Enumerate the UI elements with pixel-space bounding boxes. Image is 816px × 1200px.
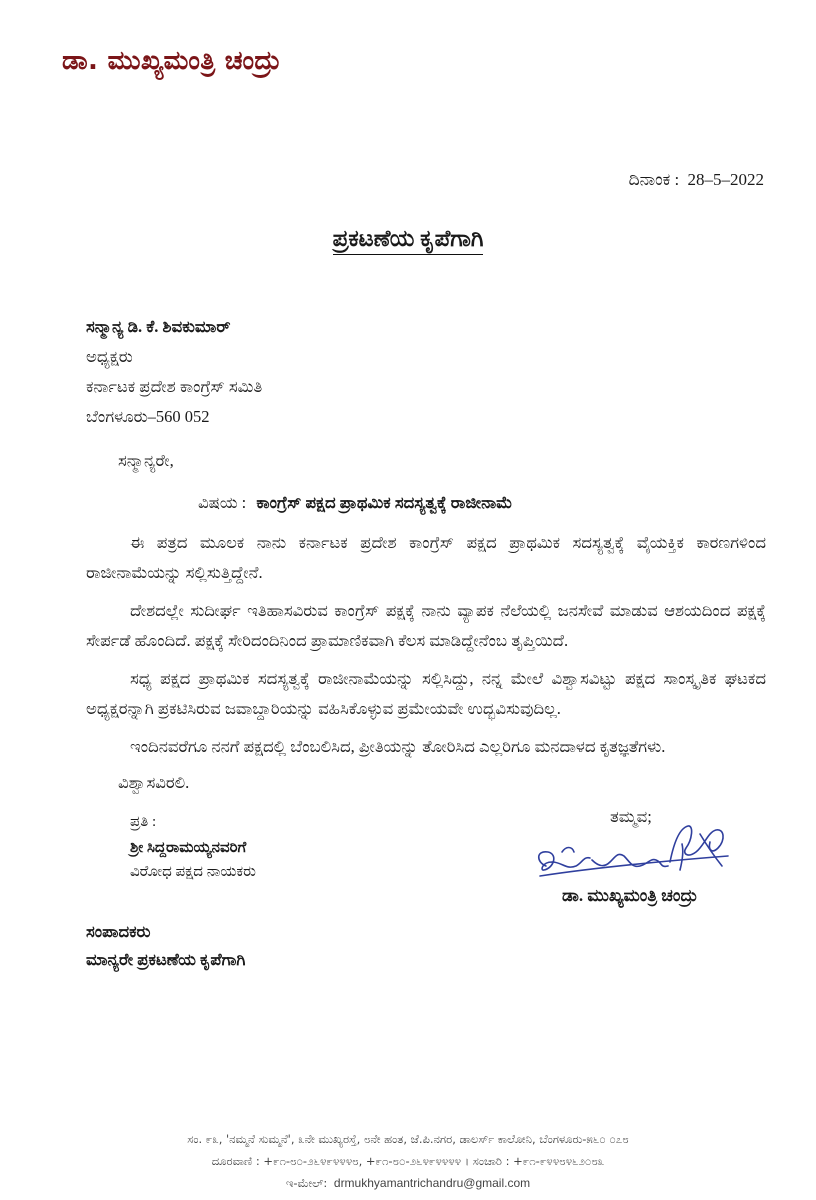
footer-phones: ದೂರವಾಣಿ : +೯೧-೮೦-೨೬೪೯೪೪೪೮, +೯೧-೮೦-೨೬೪೯೪೪೪೪ । ಸಂಚಾರಿ : +೯೧-೯೪೪೮೪೬೨೦೮೩	[211, 1154, 605, 1168]
body-paragraph: ದೇಶದಲ್ಲೇ ಸುದೀರ್ಘ ಇತಿಹಾಸವಿರುವ ಕಾಂಗ್ರೆಸ್ ಪಕ್ಷಕ್ಕೆ ನಾನು ವ್ಯಾಪಕ ನೆಲೆಯಲ್ಲಿ ಜನಸೇವೆ ಮಾಡುವ ಆಶಯದಿಂದ ಪಕ್ಷಕ್ಕೆ ಸೇರ್ಪಡೆ ಹೊಂದಿದೆ. ಪಕ್ಷಕ್ಕೆ ಸೇರಿದಂದಿನಿಂದ ಪ್ರಾಮಾಣಿಕವಾಗಿ ಕೆಲಸ ಮಾಡಿದ್ದೇನೆಂಬ ತೃಪ್ತಿಯಿದೆ.	[86, 601, 766, 650]
letter-footer	[0, 1128, 816, 1194]
subject-line	[86, 488, 766, 518]
closing-line: ವಿಶ್ವಾಸವಿರಲಿ.	[118, 773, 190, 792]
addressee-designation: ಅಧ್ಯಕ್ಷರು	[86, 347, 133, 366]
editors-request: ಮಾನ್ಯರೇ ಪ್ರಕಟಣೆಯ ಕೃಪೆಗಾಗಿ	[86, 950, 246, 969]
editors-title: ಸಂಪಾದಕರು	[86, 922, 151, 941]
signer-name: ಡಾ. ಮುಖ್ಯಮಂತ್ರಿ ಚಂದ್ರು	[562, 886, 698, 905]
body-paragraph: ಈ ಪತ್ರದ ಮೂಲಕ ನಾನು ಕರ್ನಾಟಕ ಪ್ರದೇಶ ಕಾಂಗ್ರೆಸ್ ಪಕ್ಷದ ಪ್ರಾಥಮಿಕ ಸದಸ್ಯತ್ವಕ್ಕೆ ವೈಯಕ್ತಿಕ ಕಾರಣಗಳಿಂದ ರಾಜೀನಾಮೆಯನ್ನು ಸಲ್ಲಿಸುತ್ತಿದ್ದೇನೆ.	[86, 533, 766, 582]
subject-text: ಕಾಂಗ್ರೆಸ್ ಪಕ್ಷದ ಪ್ರಾಥಮಿಕ ಸದಸ್ಯತ್ವಕ್ಕೆ ರಾಜೀನಾಮೆ	[256, 493, 513, 512]
letter-title: ಪ್ರಕಟಣೆಯ ಕೃಪೆಗಾಗಿ	[333, 226, 484, 255]
body-paragraph: ಸಧ್ಯ ಪಕ್ಷದ ಪ್ರಾಥಮಿಕ ಸದಸ್ಯತ್ವಕ್ಕೆ ರಾಜೀನಾಮೆಯನ್ನು ಸಲ್ಲಿಸಿದ್ದು, ನನ್ನ ಮೇಲೆ ವಿಶ್ವಾಸವಿಟ್ಟು ಪಕ್ಷದ ಸಾಂಸ್ಕೃತಿಕ ಘಟಕದ ಅಧ್ಯಕ್ಷರನ್ನಾಗಿ ಪ್ರಕಟಿಸಿರುವ ಜವಾಬ್ದಾರಿಯನ್ನು ವಹಿಸಿಕೊಳ್ಳುವ ಪ್ರಮೇಯವೇ ಉದ್ಭವಿಸುವುದಿಲ್ಲ.	[86, 669, 766, 718]
footer-email-row	[0, 1172, 816, 1194]
salutation: ಸನ್ಮಾನ್ಯರೇ,	[118, 451, 174, 470]
addressee-organization: ಕರ್ನಾಟಕ ಪ್ರದೇಶ ಕಾಂಗ್ರೆಸ್ ಸಮಿತಿ	[86, 377, 263, 396]
signoff-yours: ತಮ್ಮವ;	[610, 807, 652, 826]
letter-date	[629, 170, 764, 190]
title-row	[0, 226, 816, 255]
copy-to-label: ಪ್ರತಿ :	[130, 814, 157, 830]
addressee-name: ಸನ್ಮಾನ್ಯ ಡಿ. ಕೆ. ಶಿವಕುಮಾರ್	[86, 317, 231, 336]
copy-to-designation: ವಿರೋಧ ಪಕ್ಷದ ನಾಯಕರು	[130, 864, 256, 880]
signature-section	[86, 804, 766, 912]
date-value: 28–5–2022	[687, 170, 764, 189]
addressee-block	[86, 312, 766, 432]
letterhead-name: ಡಾ. ಮುಖ್ಯಮಂತ್ರಿ ಚಂದ್ರು	[62, 46, 281, 76]
date-label: ದಿನಾಂಕ :	[628, 170, 680, 189]
body-paragraph: ಇಂದಿನವರೆಗೂ ನನಗೆ ಪಕ್ಷದಲ್ಲಿ ಬೆಂಬಲಿಸಿದ, ಪ್ರೀತಿಯನ್ನು ತೋರಿಸಿದ ಎಲ್ಲರಿಗೂ ಮನದಾಳದ ಕೃತಜ್ಞತೆಗಳು.	[130, 737, 666, 756]
editors-block	[86, 918, 766, 974]
footer-address: ಸಂ. ೯೩, 'ನಮ್ಮನೆ ಸುಮ್ಮನೆ', ೩ನೇ ಮುಖ್ಯರಸ್ತೆ, ೮ನೇ ಹಂತ, ಜೆ.ಪಿ.ನಗರ, ಡಾಲರ್ಸ್ ಕಾಲೋನಿ, ಬೆಂಗಳೂರು-೫೬೦ ೦೭೮	[187, 1132, 629, 1146]
subject-label: ವಿಷಯ :	[198, 493, 247, 512]
copy-to-name: ಶ್ರೀ ಸಿದ್ದರಾಮಯ್ಯನವರಿಗೆ	[130, 840, 247, 856]
addressee-city: ಬೆಂಗಳೂರು–560 052	[86, 407, 210, 426]
footer-email-label: ಇ-ಮೇಲ್:	[285, 1176, 328, 1190]
letter-body	[86, 312, 766, 974]
footer-email: drmukhyamantrichandru@gmail.com	[333, 1176, 531, 1190]
handwritten-signature	[532, 822, 732, 888]
